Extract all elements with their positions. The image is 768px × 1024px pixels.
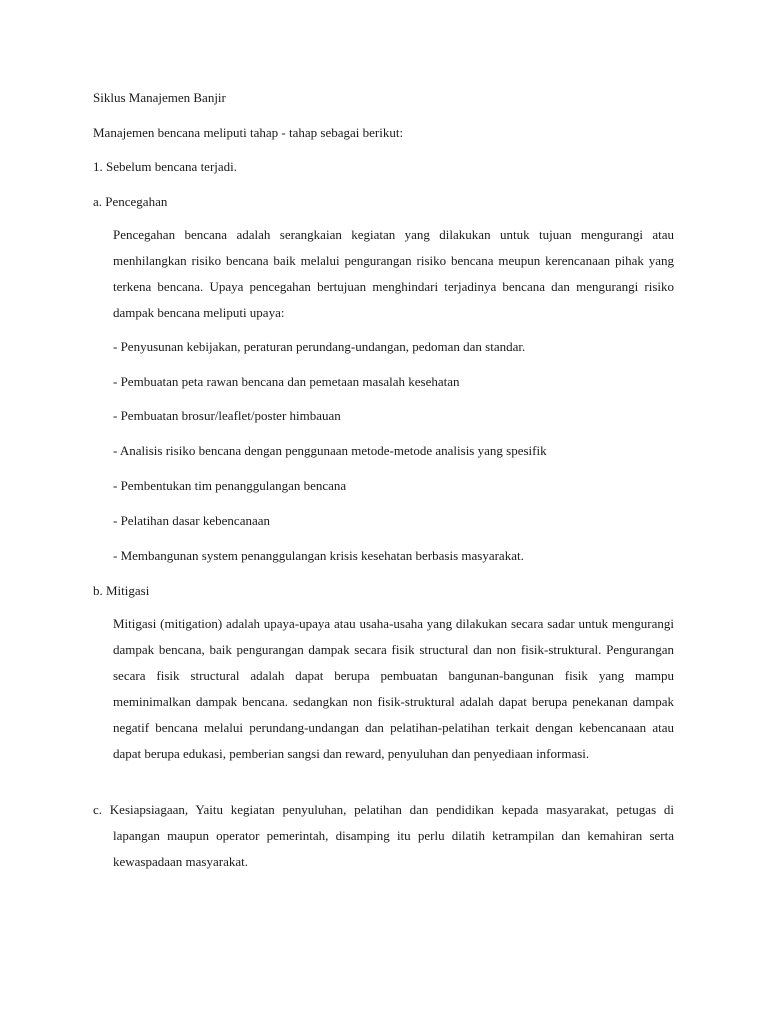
pencegahan-paragraph: Pencegahan bencana adalah serangkaian kegiatan yang dilakukan untuk tujuan mengurangi atau menhilangkan risiko bencana baik melalui pengurangan risiko bencana meupun kerencanaan pihak yang terkena bencana. Upaya pencegahan bertujuan menghindari terjadinya bencana dan mengurangi risiko dampak bencana meliputi upaya: (113, 227, 674, 320)
section-heading-1: 1. Sebelum bencana terjadi. (93, 159, 238, 174)
mitigasi-paragraph: Mitigasi (mitigation) adalah upaya-upaya atau usaha-usaha yang dilakukan secara sadar untuk mengurangi dampak bencana, baik pengurangan dampak secara fisik structural dan non fisik-struktural. Pengurangan secara fisik structural adalah dapat berupa pembuatan bangunan-bangunan fisik yang mampu meminimalkan dampak bencana. sedangkan non fisik-struktural adalah dapat berupa penekanan dampak negatif bencana melalui perundang-undangan dan pelatihan-pelatihan terkait dengan kebencanaan atau dapat berupa edukasi, pemberian sangsi dan reward, penyuluhan dan penyediaan informasi. (113, 616, 674, 761)
kesiapsiagaan-paragraph: c. Kesiapsiagaan, Yaitu kegiatan penyuluhan, pelatihan dan pendidikan kepada masyarakat, petugas di lapangan maupun operator pemerintah, disamping itu perlu dilatih ketrampilan dan kemahiran serta kewaspadaan masyarakat. (93, 802, 674, 869)
list-item: - Analisis risiko bencana dengan penggunaan metode-metode analisis yang spesifik (113, 443, 547, 458)
list-item: - Pembuatan brosur/leaflet/poster himbauan (113, 408, 341, 423)
list-item: - Penyusunan kebijakan, peraturan perundang-undangan, pedoman dan standar. (113, 339, 526, 354)
list-item: - Pembuatan peta rawan bencana dan pemetaan masalah kesehatan (113, 374, 460, 389)
intro-text: Manajemen bencana meliputi tahap - tahap sebagai berikut: (93, 125, 404, 140)
list-item: - Pembentukan tim penanggulangan bencana (113, 478, 347, 493)
list-item: - Membangunan system penanggulangan krisis kesehatan berbasis masyarakat. (113, 548, 524, 563)
list-item: - Pelatihan dasar kebencanaan (113, 513, 271, 528)
subsection-heading-b: b. Mitigasi (93, 583, 150, 598)
document-title: Siklus Manajemen Banjir (93, 90, 226, 105)
subsection-heading-a: a. Pencegahan (93, 194, 168, 209)
